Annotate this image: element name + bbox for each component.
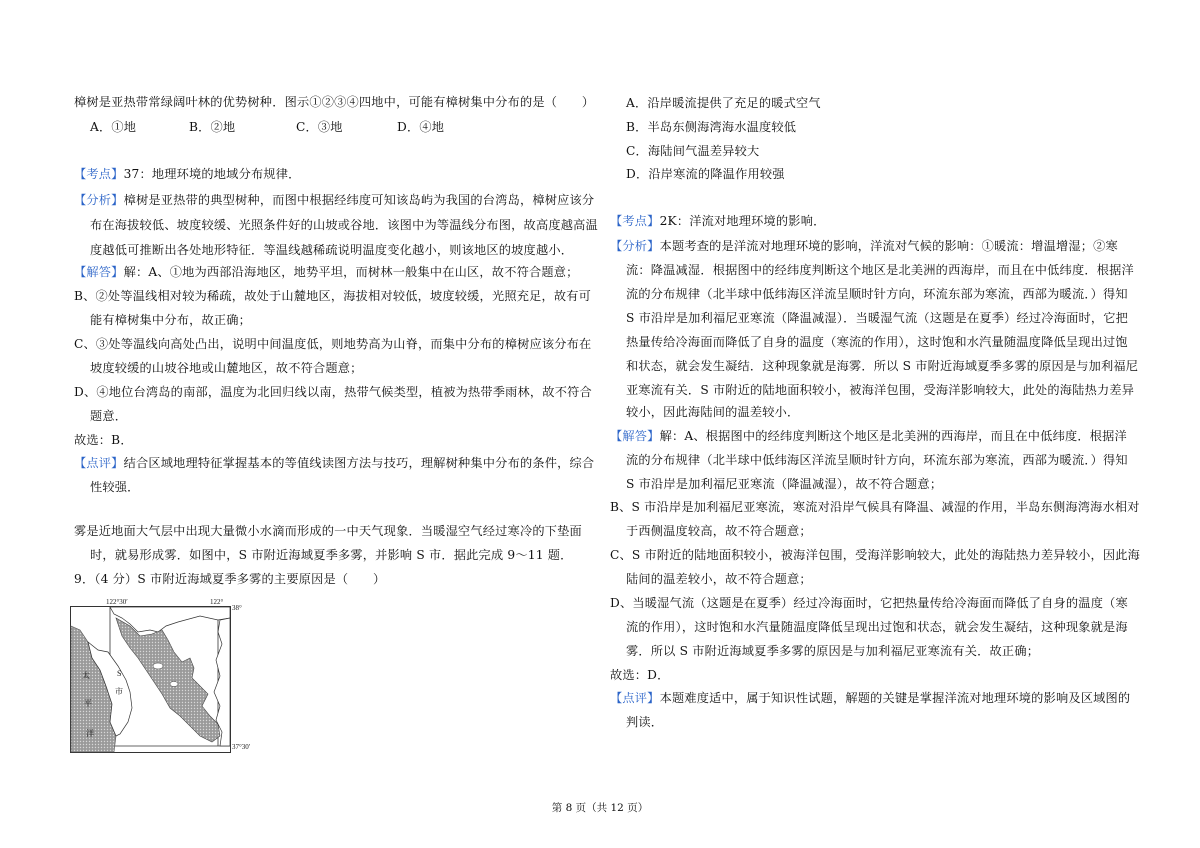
ocean-label-3: 洋	[86, 729, 94, 738]
fenxi-tag: 【分析】	[610, 239, 660, 253]
q9-option-d: D．沿岸寒流的降温作用较强	[626, 167, 785, 181]
lat-label-bottom: 37°30′	[232, 743, 251, 751]
kaodian-tag: 【考点】	[610, 214, 660, 228]
q9-dianping-line-1: 【点评】本题难度适中，属于知识性试题，解题的关键是掌握洋流对地理环境的影响及区域图的	[610, 691, 1131, 705]
q9-fenxi-line-4: S 市沿岸是加利福尼亚寒流（降温减湿）．当暖湿气流（这题是在夏季）经过冷海面时，它把	[626, 311, 1129, 325]
q8-answer: 故选：B．	[74, 433, 133, 447]
q9-jieda-line-2: 流的分布规律（北半球中低纬海区洋流呈顺时针方向，环流东部为寒流，西部为暖流．）得知	[626, 453, 1128, 467]
q9-option-a: A．沿岸暖流提供了充足的暖式空气	[626, 96, 821, 110]
q9-fenxi-line-1: 【分析】本题考查的是洋流对地理环境的影响，洋流对气候的影响：①暖流：增温增湿；②寒	[610, 239, 1118, 253]
lat-label-top: 38°	[232, 604, 242, 612]
page-footer: 第 8 页（共 12 页）	[551, 802, 649, 814]
map-svg	[70, 596, 302, 754]
s-label: S	[117, 669, 122, 678]
intro-line-1: 雾是近地面大气层中出现大量微小水滴而形成的一中天气现象．当暖湿空气经过寒冷的下垫面	[74, 524, 582, 538]
q9-fenxi-line-3: 流的分布规律（北半球中低纬海区洋流呈顺时针方向，环流东部为寒流，西部为暖流．）得知	[626, 287, 1128, 301]
q8-dianping-line-1: 【点评】结合区域地理特征掌握基本的等值线读图方法与技巧，理解树种集中分布的条件，综合	[74, 456, 595, 470]
q9-answer: 故选：D．	[610, 668, 670, 682]
island	[170, 682, 178, 687]
q9-jieda-line-1: 【解答】解：A、根据图中的经纬度判断这个地区是北美洲的西海岸，而且在中低纬度．根据洋	[610, 429, 1127, 443]
ocean-label-1: 太	[82, 671, 90, 680]
q8-jieda-line-1: 【解答】解：A、①地为西部沿海地区，地势平坦，而树林一般集中在山区，故不符合题意；	[74, 265, 579, 279]
q9-jieda-line-8: D、当暖湿气流（这题是在夏季）经过冷海面时，它把热量传给冷海面而降低了自身的温度（寒	[610, 596, 1128, 610]
q8-jieda-line-4: C、③处等温线向高处凸出，说明中间温度低，则地势高为山脊，而集中分布的樟树应该分布在	[74, 337, 592, 351]
q8-kaodian: 【考点】37：地理环境的地域分布规律．	[74, 167, 301, 181]
q9-fenxi-line-7: 亚寒流有关．S 市附近的陆地面积较小，被海洋包围，受海洋影响较大，此处的海陆热力差异	[626, 383, 1135, 397]
q9-option-b: B．半岛东侧海湾海水温度较低	[626, 120, 797, 134]
ocean-label-2: 平	[84, 699, 92, 708]
q9-fenxi-line-2: 流：降温减湿．根据图中的经纬度判断这个地区是北美洲的西海岸，而且在中低纬度．根据洋	[626, 263, 1134, 277]
q9-jieda-line-7: 陆间的温差较小，故不符合题意；	[626, 572, 812, 586]
island	[153, 663, 163, 669]
q9-dianping-line-2: 判读．	[626, 715, 664, 729]
q8-jieda-line-5: 坡度较缓的山坡谷地或山麓地区，故不符合题意；	[90, 361, 363, 375]
q8-option-b: B．②地	[189, 120, 236, 134]
q8-stem: 樟树是亚热带常绿阔叶林的优势树种．图示①②③④四地中，可能有樟树集中分布的是（ ）	[74, 95, 595, 109]
q9-jieda-line-5: 于西侧温度较高，故不符合题意；	[626, 524, 812, 538]
q8-fenxi-line-3: 度越低可推断出各处地形特征．等温线越稀疏说明温度变化越小，则该地区的坡度越小．	[90, 243, 574, 257]
q8-fenxi-line-2: 布在海拔较低、坡度较缓、光照条件好的山坡或谷地．该图中为等温线分布图，故高度越高温	[90, 218, 598, 232]
q9-fenxi-line-8: 较小，因此海陆间的温差较小．	[626, 405, 800, 419]
q9-jieda-line-3: S 市沿岸是加利福尼亚寒流（降温减湿），故不符合题意；	[626, 477, 943, 491]
q9-option-c: C．海陆间气温差异较大	[626, 144, 760, 158]
q8-jieda-line-2: B、②处等温线相对较为稀疏，故处于山麓地区，海拔相对较低，坡度较缓，光照充足，故有可	[74, 289, 592, 303]
q8-option-c: C．③地	[296, 120, 343, 134]
jieda-tag: 【解答】	[610, 429, 660, 443]
q8-dianping-line-2: 性较强．	[90, 480, 140, 494]
q9-jieda-line-9: 流的作用），这时饱和水汽量随温度降低呈现出过饱和状态，就会发生凝结，这种现象就是海	[626, 620, 1128, 634]
q9-fenxi-line-5: 热量传给冷海面而降低了自身的温度（寒流的作用），这时饱和水汽量随温度降低呈现出过饱	[626, 335, 1128, 349]
fenxi-tag: 【分析】	[74, 193, 124, 207]
q8-jieda-line-3: 能有樟树集中分布，故正确；	[90, 313, 252, 327]
q9-jieda-line-6: C、S 市附近的陆地面积较小，被海洋包围，受海洋影响较大，此处的海陆热力差异较小，因此海	[610, 548, 1141, 562]
intro-line-2: 时，就易形成雾．如图中，S 市附近海域夏季多雾，并影响 S 市．据此完成 9～11 题．	[90, 548, 573, 562]
q9-jieda-line-10: 雾．所以 S 市附近海域夏季多雾的原因是与加利福尼亚寒流有关．故正确；	[626, 644, 1040, 658]
q9-fenxi-line-6: 和状态，就会发生凝结．这种现象就是海雾．所以 S 市附近海域夏季多雾的原因是与加利福尼	[626, 359, 1139, 373]
q8-option-d: D．④地	[397, 120, 445, 134]
lon-label-right: 122°	[210, 598, 224, 606]
q9-jieda-line-4: B、S 市沿岸是加利福尼亚寒流，寒流对沿岸气候具有降温、减湿的作用，半岛东侧海湾海水相对	[610, 500, 1140, 514]
city-label: 市	[115, 687, 123, 696]
region-map	[70, 596, 302, 754]
jieda-tag: 【解答】	[74, 265, 124, 279]
q8-jieda-line-6: D、④地位台湾岛的南部，温度为北回归线以南，热带气候类型，植被为热带季雨林，故不符合	[74, 385, 592, 399]
q9-kaodian: 【考点】2K：洋流对地理环境的影响．	[610, 214, 826, 228]
q8-option-a: A．①地	[90, 120, 137, 134]
q8-fenxi-line-1: 【分析】樟树是亚热带的典型树种，而图中根据经纬度可知该岛屿为我国的台湾岛，樟树应该分	[74, 193, 595, 207]
kaodian-tag: 【考点】	[74, 167, 124, 181]
q8-jieda-line-7: 题意．	[90, 409, 128, 423]
dianping-tag: 【点评】	[610, 691, 660, 705]
lon-label-left: 122°30′	[106, 598, 128, 606]
dianping-tag: 【点评】	[74, 456, 124, 470]
q9-stem: 9．（4 分）S 市附近海域夏季多雾的主要原因是（ ）	[74, 572, 386, 586]
